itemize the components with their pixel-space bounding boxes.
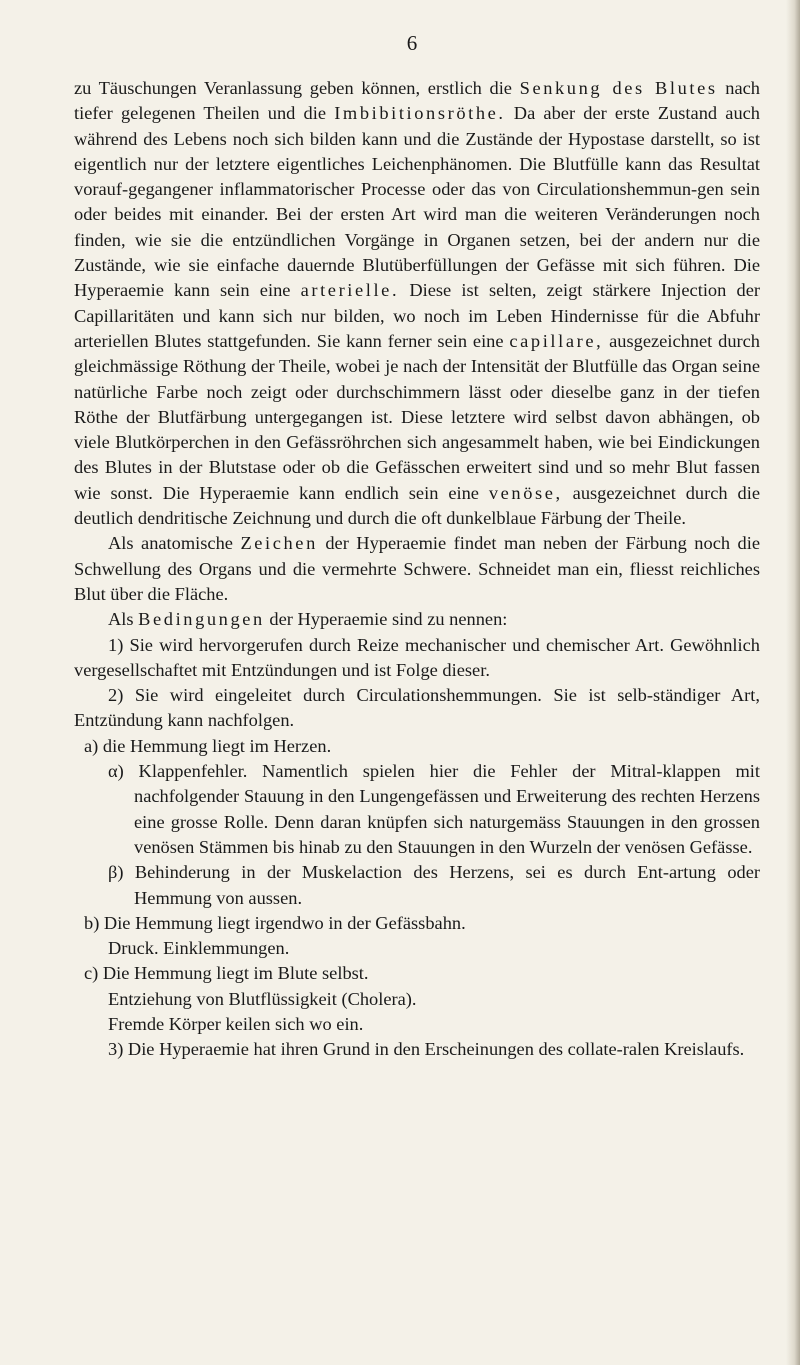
list-item-b-detail: Druck. Einklemmungen. <box>108 938 290 959</box>
text-run: ausgezeichnet durch die deutlich dendritische Zeichnung und durch die oft dunkelblaue Färbung der Theile. <box>74 482 760 529</box>
text-run: nach tiefer gelegenen Theilen und die <box>74 78 760 124</box>
page-edge-shadow <box>786 0 800 1365</box>
list-item-c-detail: Fremde Körper keilen sich wo ein. <box>108 1013 364 1034</box>
emphasis-term: Imbibitionsröthe. <box>334 103 506 124</box>
body-text <box>74 76 760 1063</box>
emphasis-term: Zeichen <box>240 533 318 554</box>
emphasis-term: capillare, <box>509 330 604 351</box>
list-item-3: 3) Die Hyperaemie hat ihren Grund in den Erscheinungen des collate-ralen Kreislaufs. <box>108 1039 745 1060</box>
page-number: 6 <box>406 31 418 55</box>
text-run: Als <box>108 609 139 630</box>
text-run: ausgezeichnet durch gleichmässige Röthung der Theile, wobei je nach der Intensität der Blutfülle das Organ seine natürliche Farbe noch zeigt oder durchschimmern lässt oder dieselbe ganz in der tiefen Röthe der Blutfärbung untergegangen ist. Diese letztere wird selbst davon abhängen, ob viele Blutkörperchen in den Gefässröhrchen sich angesammelt haben, wie bei Eindickungen des Blutes in der Blutstase oder ob die Gefässchen erweitert sind und so mehr Blut fassen wie sonst. Die Hyperaemie kann endlich sein eine <box>74 330 760 503</box>
list-item-2: 2) Sie wird eingeleitet durch Circulationshemmungen. Sie ist selb-ständiger Art, Entzündung kann nachfolgen. <box>74 685 760 731</box>
list-item-alpha: α) Klappenfehler. Namentlich spielen hier die Fehler der Mitral-klappen mit nachfolgender Stauung in den Lungengefässen und Erweiterung des rechten Herzens eine grosse Rolle. Denn daran knüpfen sich naturgemäss Stauungen in den grossen venösen Stämmen bis hinab zu den Stauungen in den Wurzeln der venösen Gefässe. <box>108 761 760 857</box>
emphasis-term: Senkung des Blutes <box>519 78 718 98</box>
emphasis-term: Bedingungen <box>138 609 265 630</box>
paragraph-zeichen <box>74 531 760 607</box>
paragraph-hyperaemie-types <box>74 76 760 531</box>
list-item-c: c) Die Hemmung liegt im Blute selbst. <box>84 963 369 984</box>
list-item-1: 1) Sie wird hervorgerufen durch Reize mechanischer und chemischer Art. Gewöhnlich vergesellschaftet mit Entzündungen und ist Folge dieser. <box>74 634 760 680</box>
text-run: Diese ist selten, zeigt stärkere Injection der Capillaritäten und kann sich nur bilden, wo noch im Leben Hindernisse für die Abfuhr arteriellen Blutes stattgefunden. Sie kann ferner sein eine <box>74 280 760 351</box>
emphasis-term: arterielle. <box>300 280 400 301</box>
text-run: Da aber der erste Zustand auch während des Lebens noch sich bilden kann und die Zustände der Hypostase darstellt, so ist eigentlich nur der letztere eigentliches Leichenphänomen. Die Blutfülle kann das Resultat vorauf-gegangener inflammatorischer Processe oder das von Circulationshemmun-gen sein oder beides mit einander. Bei der ersten Art wird man die weiteren Veränderungen noch finden, wie sie die entzündlichen Vorgänge in Organen setzen, bei der andern nur die Zustände, wie sie einfache dauernde Blutüberfüllungen der Gefässe mit sich führen. Die Hyperaemie kann sein eine <box>74 103 761 301</box>
list-item-c-detail: Entziehung von Blutflüssigkeit (Cholera). <box>108 988 417 1009</box>
emphasis-term: venöse, <box>488 482 563 503</box>
list-item-b: b) Die Hemmung liegt irgendwo in der Gefässbahn. <box>84 912 466 933</box>
text-run: Als anatomische <box>108 533 241 554</box>
text-run: der Hyperaemie sind zu nennen: <box>264 609 508 630</box>
text-run: der Hyperaemie findet man neben der Färbung noch die Schwellung des Organs und die vermehrte Schwere. Schneidet man ein, fliesst reichliches Blut über die Fläche. <box>74 533 760 604</box>
list-item-a: a) die Hemmung liegt im Herzen. <box>84 735 332 756</box>
paragraph-bedingungen <box>74 607 760 632</box>
text-run: zu Täuschungen Veranlassung geben können, erstlich die <box>74 78 520 98</box>
list-item-beta: β) Behinderung in der Muskelaction des Herzens, sei es durch Ent-artung oder Hemmung von aussen. <box>108 862 760 908</box>
